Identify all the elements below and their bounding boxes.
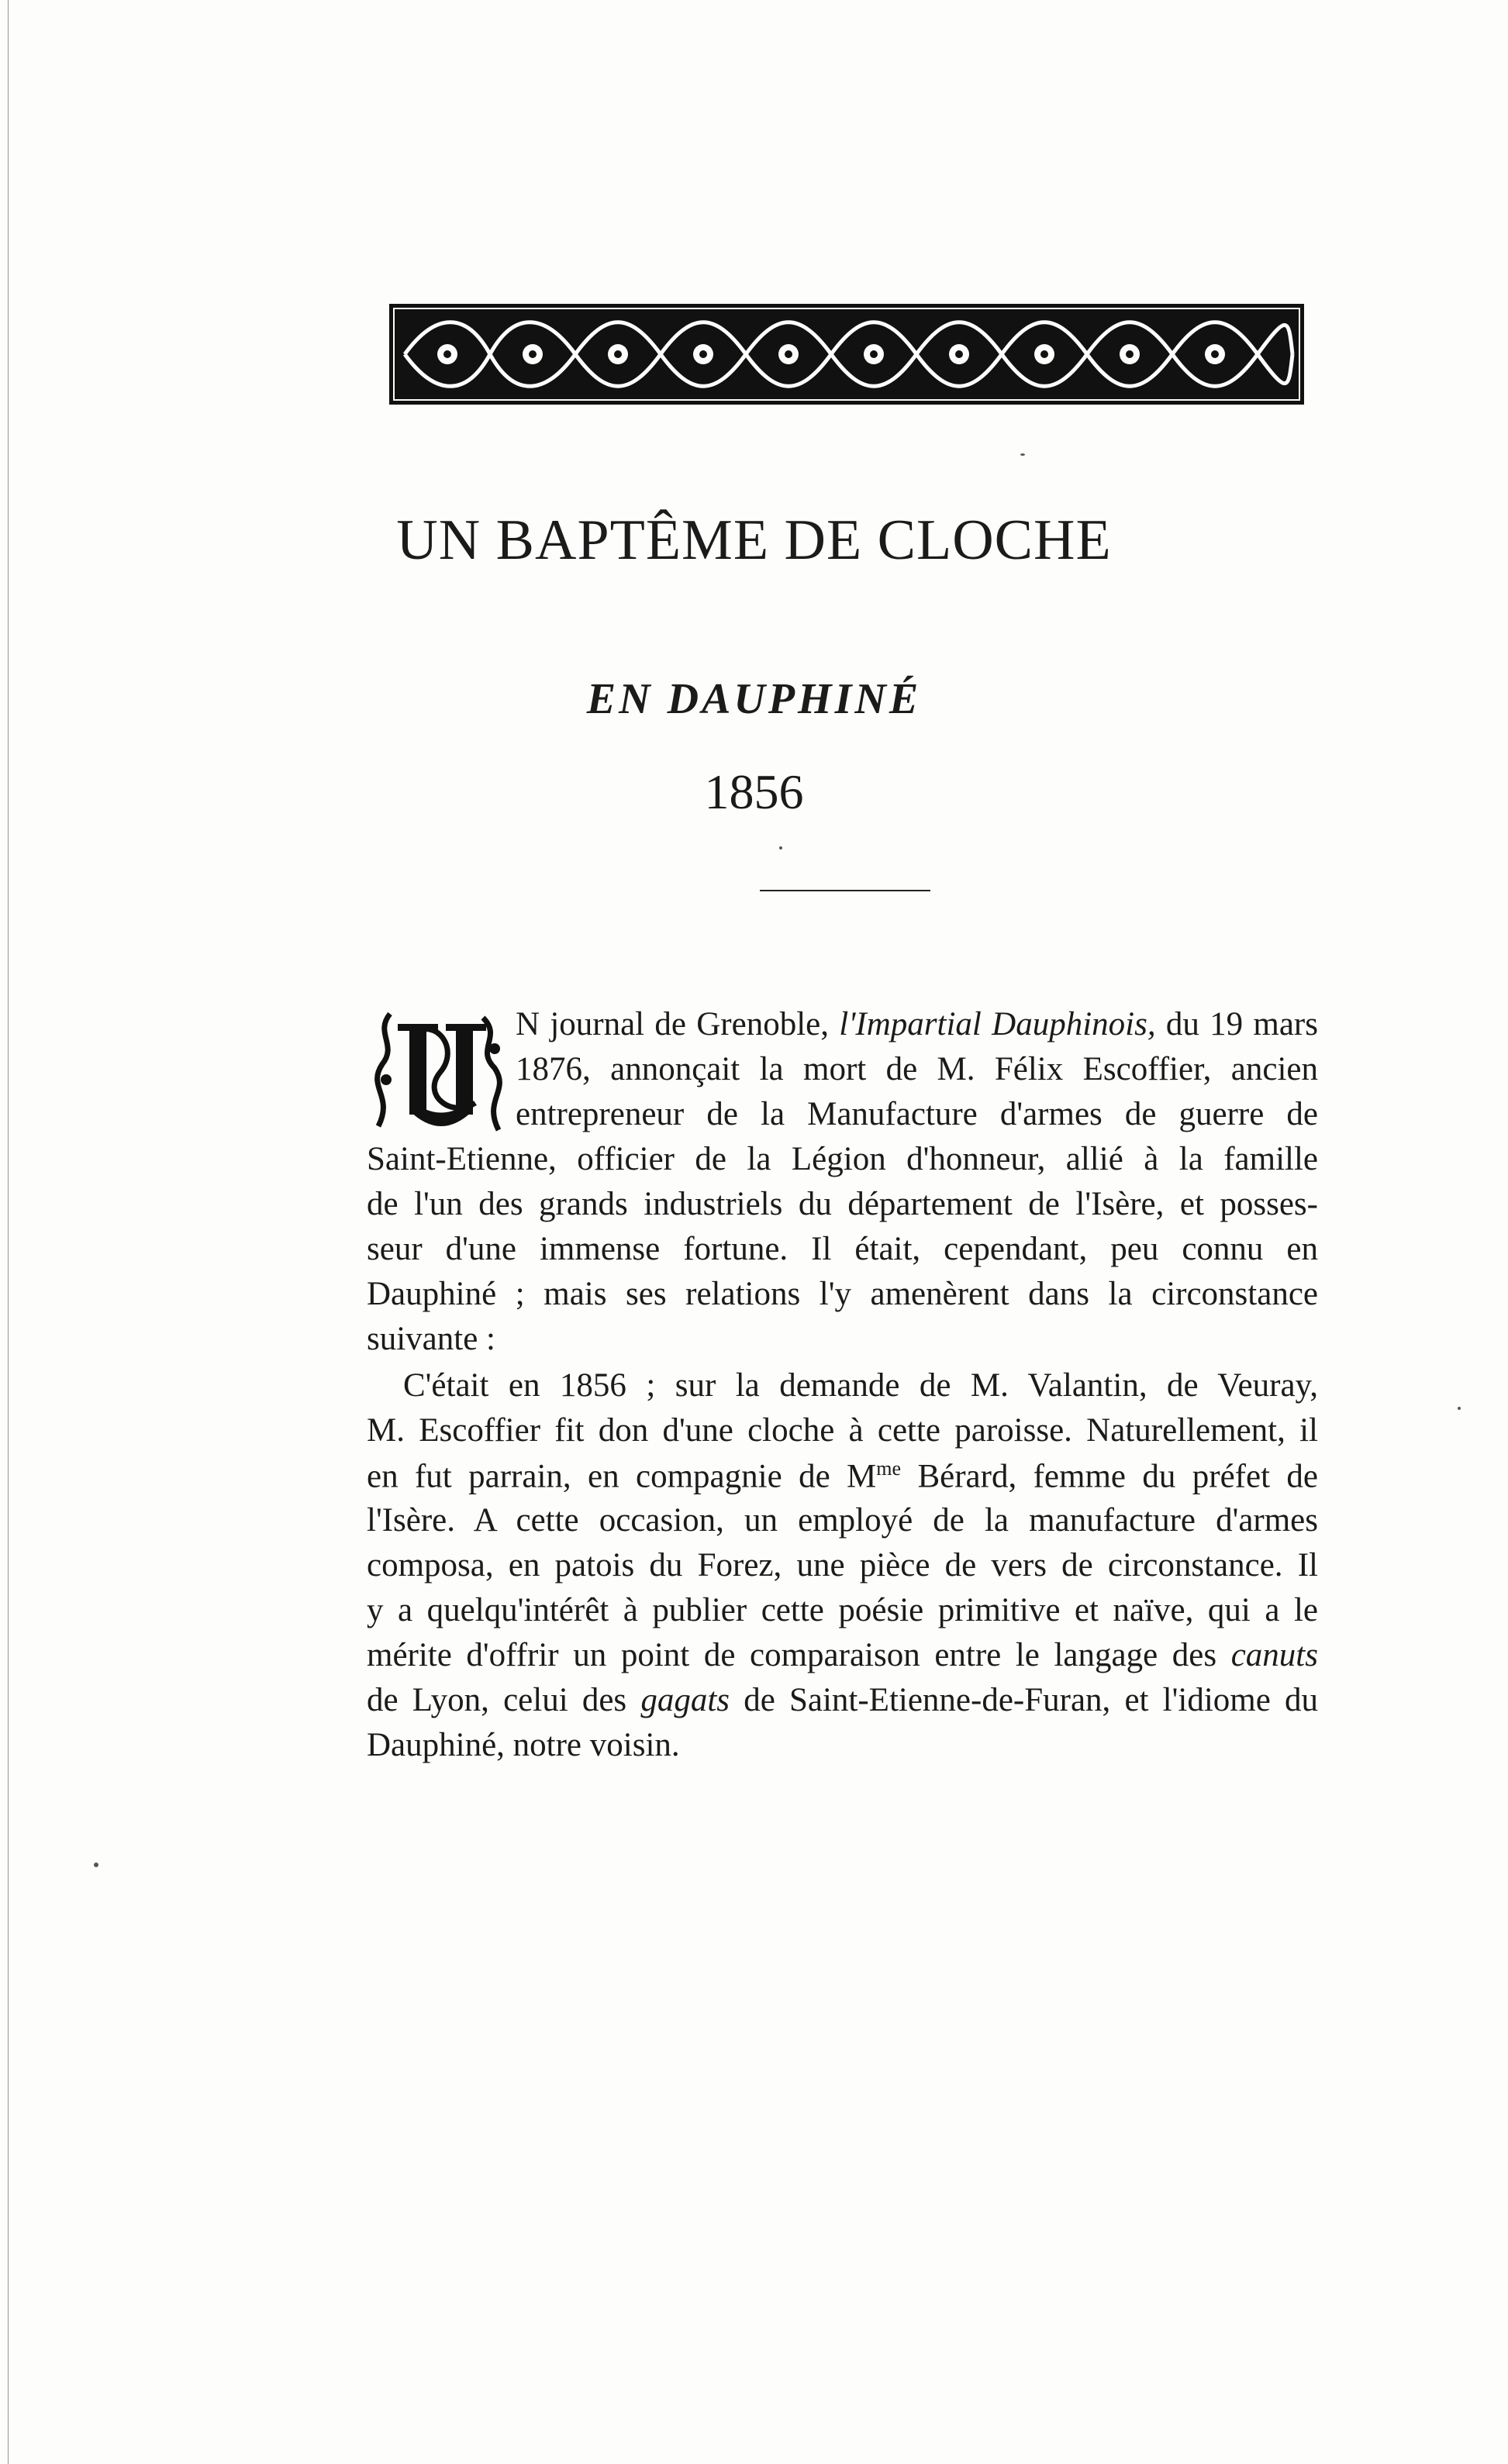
- text-line: seur d'une immense fortune. Il était, cependant, peu connu en: [367, 1231, 1318, 1267]
- text-line: en fut parrain, en compagnie de $M^{me}$ Bérard, femme du préfet de: [367, 1457, 1319, 1495]
- text-line: Dauphiné ; mais ses relations l'y amenèrent dans la circonstance: [367, 1276, 1318, 1312]
- page-title: UN BAPTÊME DE CLOCHE: [396, 508, 1112, 572]
- ornamental-headband: [389, 304, 1304, 405]
- text-line: C'était en 1856 ; sur la demande de M. Valantin, de Veuray,: [403, 1367, 1318, 1404]
- text-line: de Lyon, celui des gagats de Saint-Etienne-de-Furan, et l'idiome du: [367, 1682, 1318, 1718]
- print-speck: [1458, 1407, 1461, 1410]
- text-line: mérite d'offrir un point de comparaison entre le langage des canuts: [367, 1637, 1318, 1673]
- text-line: M. Escoffier fit don d'une cloche à cette paroisse. Naturellement, il: [367, 1412, 1318, 1449]
- text-line: N journal de Grenoble, l'Impartial Dauphinois, du 19 mars: [516, 1006, 1318, 1042]
- text-line: 1876, annonçait la mort de M. Félix Escoffier, ancien: [516, 1051, 1318, 1087]
- print-speck: [94, 1863, 98, 1867]
- year-heading: 1856: [704, 764, 804, 819]
- page-edge-line: [8, 0, 10, 2464]
- text-line: Dauphiné, notre voisin.: [367, 1727, 680, 1763]
- text-line: suivante :: [367, 1321, 495, 1357]
- page-subtitle: EN DAUPHINÉ: [586, 675, 922, 723]
- print-speck: [779, 846, 782, 849]
- text-line: l'Isère. A cette occasion, un employé de la manufacture d'armes: [367, 1502, 1318, 1539]
- print-speck: [1020, 453, 1025, 456]
- text-line: Saint-Etienne, officier de la Légion d'honneur, allié à la famille: [367, 1141, 1318, 1177]
- text-line: de l'un des grands industriels du département de l'Isère, et posses-: [367, 1186, 1318, 1222]
- text-line: composa, en patois du Forez, une pièce de vers de circonstance. Il: [367, 1547, 1318, 1584]
- ornamental-drop-cap: [367, 1002, 510, 1146]
- title-divider: [760, 890, 930, 891]
- text-line: y a quelqu'intérêt à publier cette poésie primitive et naïve, qui a le: [367, 1592, 1318, 1628]
- text-line: entrepreneur de la Manufacture d'armes de guerre de: [516, 1096, 1318, 1132]
